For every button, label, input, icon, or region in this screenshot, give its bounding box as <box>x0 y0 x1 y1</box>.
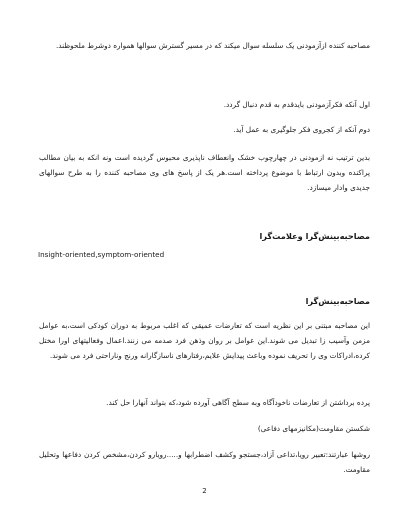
paragraph-theory: این مصاحبه مبتنی بر این نظریه است که تعارضات عمیقی که اغلب مربوط به دوران کودکی است،به عوامل مزمن وآسیب زا تبدیل می شوند.این عوامل بر روان وذهن فرد صدمه می زنند.اعمال وفعالیتهای اورا مختل کرده،ادراکات وی را تحریف نموده وباعث پیدایش علایم،رفتارهای ناسازگارانه ورنج وناراحتی فرد می شوند. <box>39 321 370 360</box>
heading-insight-symptom: مصاحبه‌بینش‌گرا وعلامت‌گرا <box>259 231 370 241</box>
paragraph-interview-intro: مصاحبه کننده ازآزمودنی یک سلسله سوال میکند که در مسیر گسترش سوالها همواره دوشرط ملحوظند. <box>55 41 370 50</box>
paragraph-second-condition: دوم آنکه از کجروی فکر جلوگیری به عمل آید. <box>233 125 370 134</box>
paragraph-result: بدین ترتیب نه ازمودنی در چهارچوب خشک وانعطاف ناپذیری محبوس گردیده است ونه انکه به بیان مطالب پراکنده وبدون ارتباط با موضوع پرداخته است.هر یک از پاسخ های وی مصاحبه کننده را به طرح سوالهای جدیدی وادار میسازد. <box>39 153 370 192</box>
paragraph-first-condition: اول آنکه فکرآزمودنی بایدقدم به قدم دنبال گردد. <box>223 100 370 109</box>
paragraph-methods: روشها عبارتند:تعبیر رویا،تداعی آزاد،جستجو وکشف اضطرابها و.....رویارو کردن،مشخص کردن دفاعها وتحلیل مقاومت. <box>39 450 370 474</box>
paragraph-unconscious: پرده برداشتن از تعارضات ناخودآگاه وبه سطح آگاهی آورده شود،که بتواند آنهارا حل کند. <box>106 398 370 407</box>
paragraph-resistance: شکستن مقاومت(مکانیزمهای دفاعی) <box>257 424 370 433</box>
heading-insight-oriented: مصاحبه‌بینش‌گرا <box>305 296 370 306</box>
page-number: 2 <box>202 487 207 495</box>
heading-english-subtitle: Insight-oriented,symptom-oriented <box>38 250 165 259</box>
